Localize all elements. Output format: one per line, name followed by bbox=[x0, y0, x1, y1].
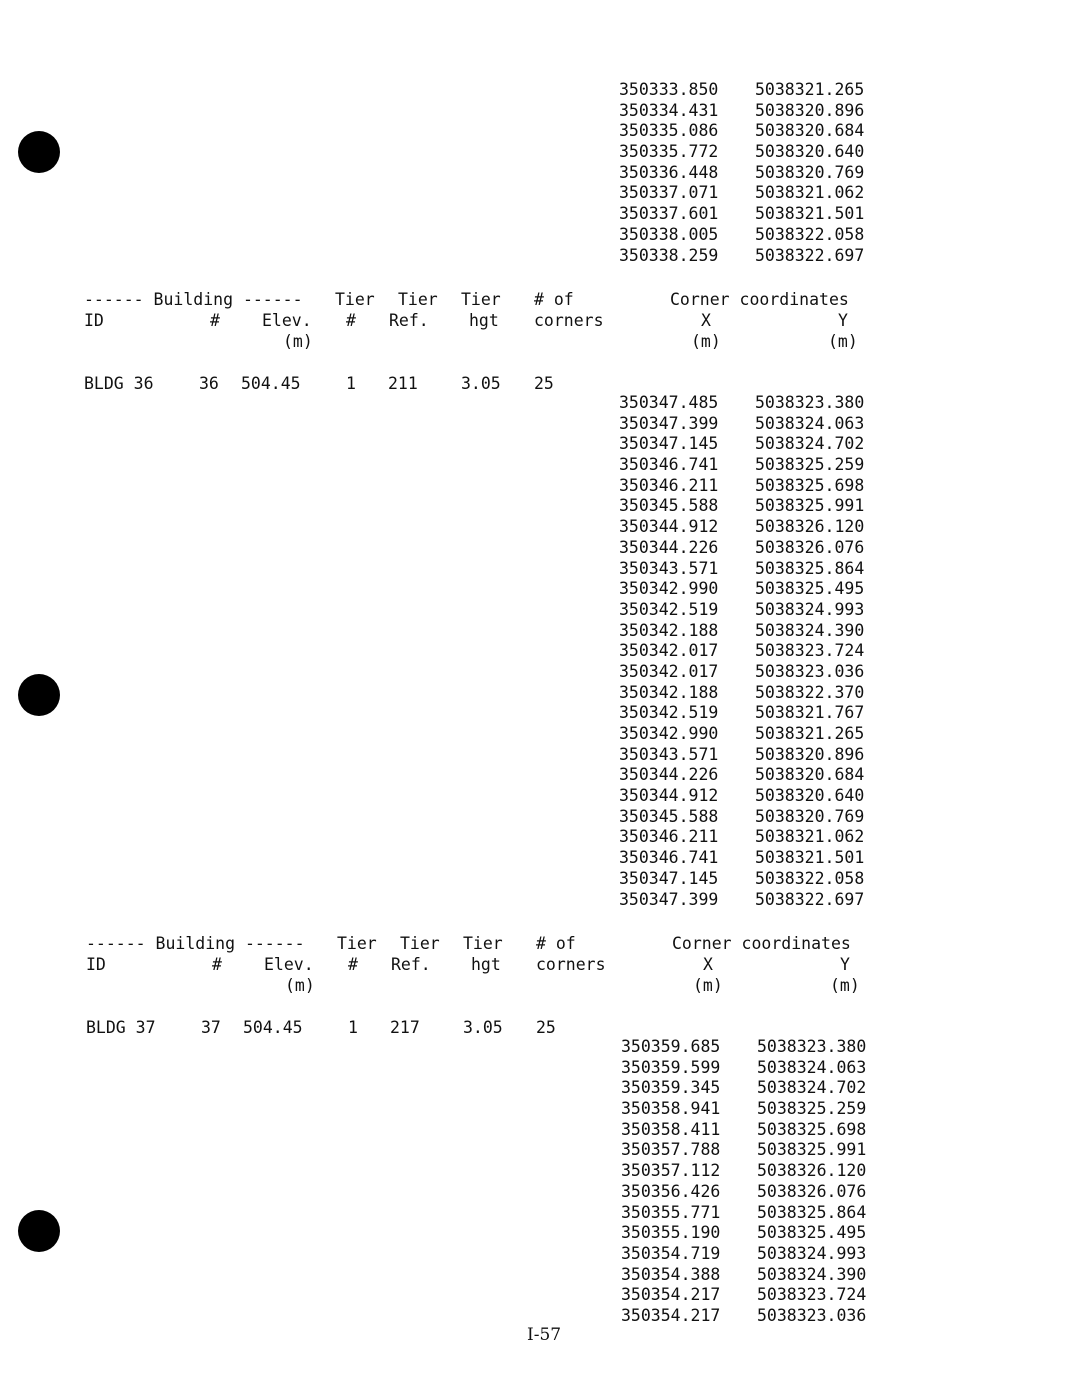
coordinate-row: 350355.190 5038325.495 bbox=[621, 1223, 867, 1243]
coordinate-row: 350355.771 5038325.864 bbox=[621, 1202, 867, 1222]
coordinate-row: 350358.411 5038325.698 bbox=[621, 1119, 867, 1139]
coordinate-row: 350347.399 5038322.697 bbox=[619, 889, 865, 909]
coordinate-row: 350346.741 5038321.501 bbox=[619, 848, 865, 868]
coordinate-row: 350342.990 5038325.495 bbox=[619, 579, 865, 599]
coordinate-list-bldg-36 bbox=[619, 393, 879, 910]
coordinate-row: 350344.226 5038320.684 bbox=[619, 765, 865, 785]
coordinate-row: 350347.399 5038324.063 bbox=[619, 413, 865, 433]
coordinate-row: 350346.741 5038325.259 bbox=[619, 455, 865, 475]
coordinate-row: 350359.685 5038323.380 bbox=[621, 1037, 867, 1056]
coordinate-row: 350338.259 5038322.697 bbox=[619, 245, 865, 265]
coordinate-row: 350342.017 5038323.724 bbox=[619, 641, 865, 661]
building-row: BLDG 37 37 504.45 1 217 3.05 25 bbox=[86, 1018, 556, 1037]
corner-coordinates-title: Corner coordinates bbox=[670, 290, 849, 309]
coordinate-row: 350344.912 5038320.640 bbox=[619, 786, 865, 806]
coordinate-row: 350344.226 5038326.076 bbox=[619, 537, 865, 557]
coordinate-row: 350342.519 5038321.767 bbox=[619, 703, 865, 723]
coordinate-row: 350343.571 5038320.896 bbox=[619, 744, 865, 764]
building-group-label: ------ Building ------ bbox=[84, 290, 303, 309]
coordinate-row: 350342.188 5038322.370 bbox=[619, 682, 865, 702]
coordinate-row: 350346.211 5038321.062 bbox=[619, 827, 865, 847]
coordinate-row: 350345.588 5038320.769 bbox=[619, 806, 865, 826]
coordinate-row: 350357.112 5038326.120 bbox=[621, 1161, 867, 1181]
coordinate-list-bldg-37 bbox=[621, 1037, 881, 1327]
building-row: BLDG 36 36 504.45 1 211 3.05 25 bbox=[84, 374, 554, 393]
binder-hole-bottom bbox=[18, 1210, 60, 1252]
coordinate-row: 350336.448 5038320.769 bbox=[619, 162, 865, 182]
binder-hole-middle bbox=[18, 674, 60, 716]
binder-hole-top bbox=[18, 131, 60, 173]
coordinate-row: 350337.601 5038321.501 bbox=[619, 204, 865, 224]
coordinate-row: 350354.719 5038324.993 bbox=[621, 1243, 867, 1263]
coordinate-row: 350342.188 5038324.390 bbox=[619, 620, 865, 640]
coordinate-row: 350342.017 5038323.036 bbox=[619, 661, 865, 681]
coordinate-row: 350345.588 5038325.991 bbox=[619, 496, 865, 516]
coordinate-row: 350338.005 5038322.058 bbox=[619, 224, 865, 244]
coordinate-row: 350356.426 5038326.076 bbox=[621, 1181, 867, 1201]
coordinate-row: 350357.788 5038325.991 bbox=[621, 1140, 867, 1160]
coordinate-row: 350347.145 5038322.058 bbox=[619, 868, 865, 888]
coordinate-row: 350359.345 5038324.702 bbox=[621, 1078, 867, 1098]
coordinate-row: 350334.431 5038320.896 bbox=[619, 100, 865, 120]
coordinate-row: 350343.571 5038325.864 bbox=[619, 558, 865, 578]
coordinate-row: 350342.990 5038321.265 bbox=[619, 724, 865, 743]
coordinate-row: 350354.388 5038324.390 bbox=[621, 1264, 867, 1284]
coordinate-row: 350342.519 5038324.993 bbox=[619, 599, 865, 619]
coordinate-row: 350346.211 5038325.698 bbox=[619, 475, 865, 495]
coordinate-row: 350359.599 5038324.063 bbox=[621, 1057, 867, 1077]
coordinate-row: 350347.145 5038324.702 bbox=[619, 434, 865, 454]
coordinate-list-continued bbox=[619, 80, 879, 266]
coordinate-row: 350347.485 5038323.380 bbox=[619, 393, 865, 412]
page-number: I-57 bbox=[527, 1325, 562, 1345]
corner-coordinates-title: Corner coordinates bbox=[672, 934, 851, 953]
coordinate-row: 350335.086 5038320.684 bbox=[619, 121, 865, 141]
coordinate-row: 350335.772 5038320.640 bbox=[619, 142, 865, 162]
table-header: ------ Building ------ Tier Tier Tier # of Corner coordinates ID # Elev. # Ref. hgt corners X Y (m) (m) (m) bbox=[86, 934, 860, 995]
table-header: ------ Building ------ Tier Tier Tier # of Corner coordinates ID # Elev. # Ref. hgt corners X Y (m) (m) (m) bbox=[84, 290, 858, 351]
coordinate-row: 350354.217 5038323.724 bbox=[621, 1285, 867, 1305]
coordinate-row: 350344.912 5038326.120 bbox=[619, 517, 865, 537]
coordinate-row: 350337.071 5038321.062 bbox=[619, 183, 865, 203]
coordinate-row: 350358.941 5038325.259 bbox=[621, 1099, 867, 1119]
coordinate-row: 350354.217 5038323.036 bbox=[621, 1305, 867, 1325]
building-group-label: ------ Building ------ bbox=[86, 934, 305, 953]
coordinate-row: 350333.850 5038321.265 bbox=[619, 80, 865, 99]
